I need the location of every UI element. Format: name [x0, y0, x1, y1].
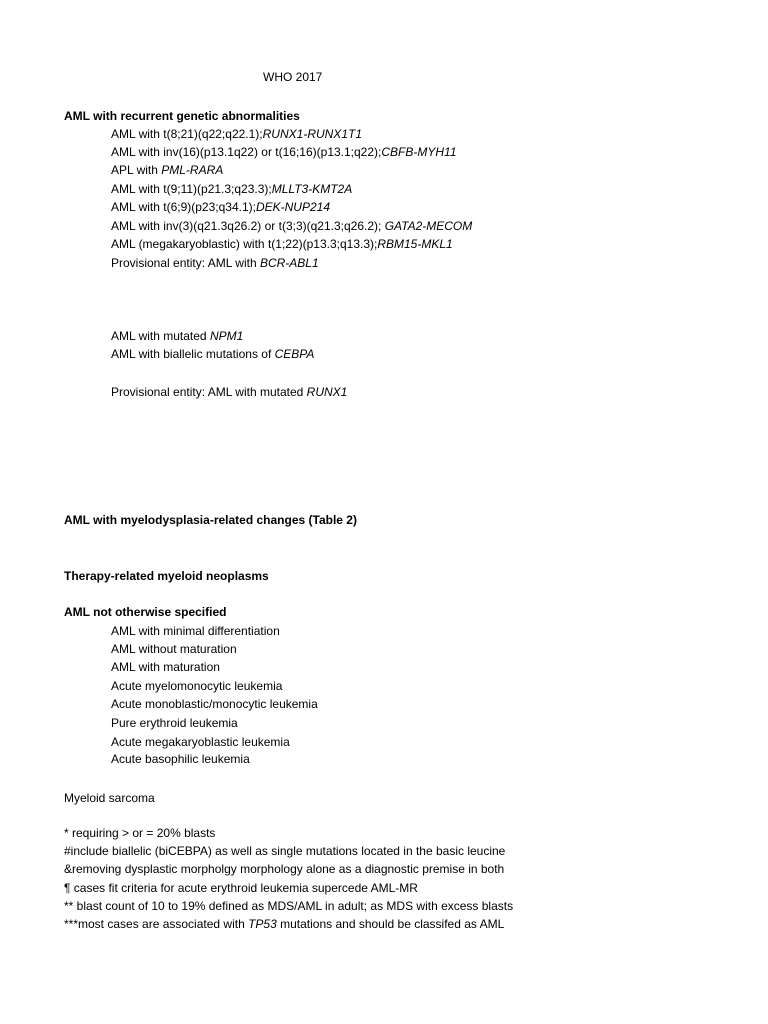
footnote: &removing dysplastic morpholgy morphology alone as a diagnostic premise in both — [64, 862, 505, 876]
list-item: AML with inv(16)(p13.1q22) or t(16;16)(p13.1;q22);CBFB-MYH11 — [111, 145, 457, 159]
list-item: AML (megakaryoblastic) with t(1;22)(p13.3;q13.3);RBM15-MKL1 — [111, 237, 453, 251]
gene-name: MLLT3-KMT2A — [271, 182, 353, 196]
gene-name: CEBPA — [274, 347, 315, 361]
gene-name: PML-RARA — [161, 163, 224, 177]
list-item: AML with t(6;9)(p23;q34.1);DEK-NUP214 — [111, 200, 330, 214]
list-item: AML without maturation — [111, 642, 237, 656]
list-item: AML with minimal differentiation — [111, 624, 280, 638]
list-item: Pure erythroid leukemia — [111, 716, 238, 730]
list-item: AML with biallelic mutations of CEBPA — [111, 347, 315, 361]
footnote: * requiring > or = 20% blasts — [64, 826, 216, 840]
list-item: Acute monoblastic/monocytic leukemia — [111, 697, 318, 711]
footnote: ***most cases are associated with TP53 mutations and should be classifed as AML — [64, 917, 505, 931]
list-item: Acute myelomonocytic leukemia — [111, 679, 283, 693]
gene-name: RBM15-MKL1 — [377, 237, 453, 251]
list-item: Provisional entity: AML with mutated RUNX1 — [111, 385, 348, 399]
gene-name: CBFB-MYH11 — [381, 145, 457, 159]
gene-name: DEK-NUP214 — [255, 200, 330, 214]
list-item: AML with inv(3)(q21.3q26.2) or t(3;3)(q21.3;q26.2); GATA2-MECOM — [111, 219, 473, 233]
list-item: AML with mutated NPM1 — [111, 329, 244, 343]
section-label-sarcoma: Myeloid sarcoma — [64, 791, 155, 805]
section-heading-recurrent: AML with recurrent genetic abnormalities — [64, 109, 300, 123]
footnote: ¶ cases fit criteria for acute erythroid leukemia supercede AML-MR — [64, 881, 418, 895]
gene-name: RUNX1-RUNX1T1 — [262, 127, 362, 141]
gene-name: RUNX1 — [306, 385, 348, 399]
section-heading-therapy: Therapy-related myeloid neoplasms — [64, 569, 269, 583]
list-item: APL with PML-RARA — [111, 163, 224, 177]
section-heading-nos: AML not otherwise specified — [64, 605, 227, 619]
list-item: AML with maturation — [111, 660, 220, 674]
footnote: ** blast count of 10 to 19% defined as MDS/AML in adult; as MDS with excess blasts — [64, 899, 514, 913]
footnote: #include biallelic (biCEBPA) as well as single mutations located in the basic leucine — [64, 844, 506, 858]
gene-name: BCR-ABL1 — [259, 256, 319, 270]
list-item: AML with t(9;11)(p21.3;q23.3);MLLT3-KMT2A — [111, 182, 353, 196]
section-heading-mrc: AML with myelodysplasia-related changes (Table 2) — [64, 513, 357, 527]
list-item: Acute basophilic leukemia — [111, 752, 250, 766]
document-title: WHO 2017 — [263, 70, 323, 84]
gene-name: GATA2-MECOM — [384, 219, 473, 233]
gene-name: TP53 — [248, 917, 277, 931]
list-item: AML with t(8;21)(q22;q22.1);RUNX1-RUNX1T1 — [111, 127, 362, 141]
list-item: Acute megakaryoblastic leukemia — [111, 735, 290, 749]
list-item: Provisional entity: AML with BCR-ABL1 — [111, 256, 319, 270]
gene-name: NPM1 — [209, 329, 244, 343]
